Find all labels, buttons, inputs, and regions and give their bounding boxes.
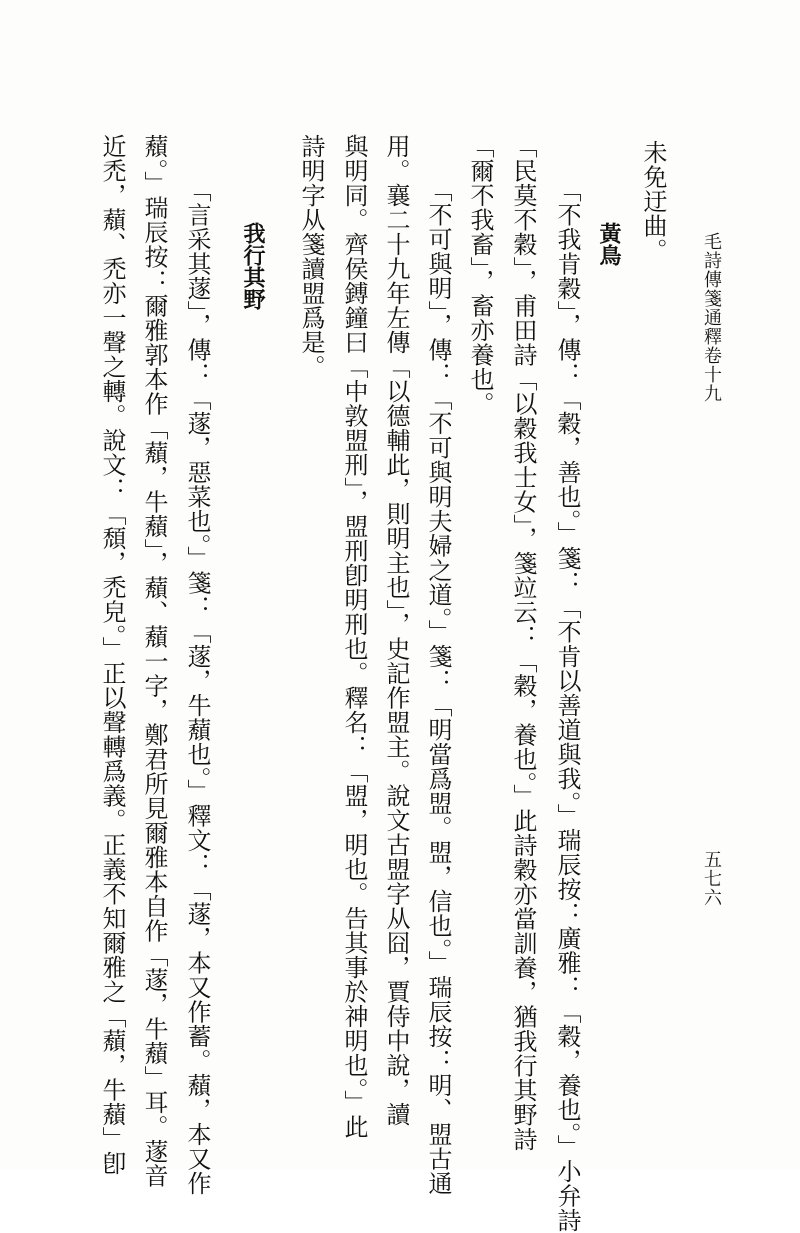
text-column-9: 「言采其蓫」，傳：「蓫，惡菜也。」箋：「蓫，牛蘈也。」釋文：「蓫，本又作蓄。蘈，本又作	[183, 178, 211, 1196]
text-column-10: 蘈。」瑞辰按：爾雅郭本作「蘈，牛蘈」，蘈、蘈一字，鄭君所見爾雅本自作「蓫，牛蘈」耳。蓫音	[140, 134, 168, 1188]
running-header-title: 毛詩傳箋通釋卷十九	[701, 232, 722, 403]
text-column-1: 未免迂曲。	[639, 140, 667, 263]
text-column-8: 詩明字从箋讀盟爲是。	[297, 134, 325, 379]
section-heading-huangniao: 黃鳥	[596, 222, 621, 266]
text-column-3: 「民莫不穀」，甫田詩「以穀我士女」，箋竝云：「穀，養也。」此詩穀亦當訓養，猶我行其野詩	[509, 134, 537, 1152]
page-number: 五七六	[701, 850, 722, 907]
text-column-4: 「爾不我畜」，畜亦養也。	[466, 134, 494, 416]
section-heading-wo-xing-qi-ye: 我行其野	[240, 222, 265, 310]
text-column-7: 與明同。齊侯鎛鐘曰「中敦盟刑」，盟刑卽明刑也。釋名：「盟，明也。告其事於神明也。」此	[340, 134, 368, 1139]
text-column-11: 近禿，蘈、禿亦一聲之轉。說文：「頹，禿皃。」正以聲轉爲義。正義不知爾雅之「蘈，牛蘈」卽	[98, 134, 126, 1176]
text-column-6: 用。襄二十九年左傳「以德輔此，則明主也」，史記作盟主。說文古盟字从囧，賈侍中說，讀	[382, 134, 410, 1127]
text-column-5: 「不可與明」，傳：「不可與明夫婦之道。」箋：「明當爲盟。盟，信也。」瑞辰按：明、盟古通	[424, 178, 452, 1196]
text-column-2: 「不我肯穀」，傳：「穀，善也。」箋：「不肯以善道與我。」瑞辰按：廣雅：「穀，養也。」小弁詩	[553, 178, 581, 1233]
